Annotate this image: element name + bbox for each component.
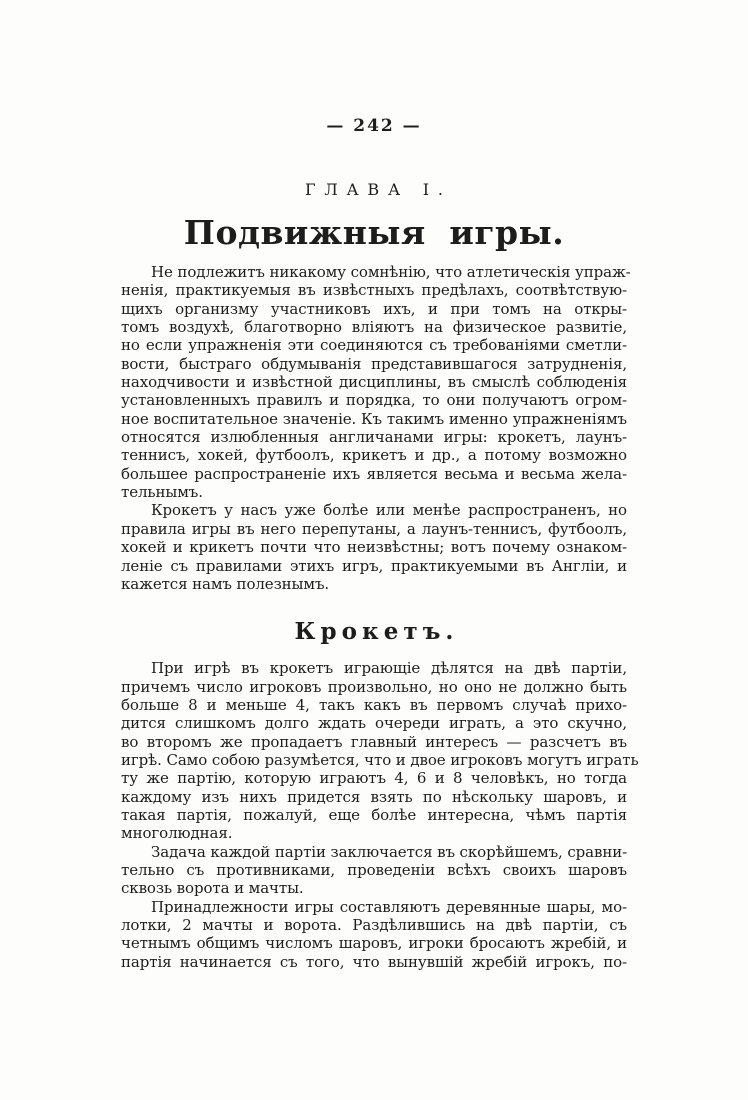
text-line: кажется намъ полезнымъ. bbox=[121, 574, 330, 593]
croquet-paragraph-3 bbox=[121, 898, 627, 971]
text-line: Не подлежитъ никакому сомнѣнію, что атлетическія упраж- bbox=[151, 263, 631, 281]
croquet-paragraph-1 bbox=[121, 659, 639, 843]
text-line: леніе съ правилами этихъ игръ, практикуемыми въ Англіи, и bbox=[121, 556, 627, 575]
text-line: четнымъ общимъ числомъ шаровъ, игроки бросаютъ жребій, и bbox=[121, 934, 627, 953]
text-line: игрѣ. Само собою разумѣется, что и двое игроковъ могутъ играть bbox=[121, 750, 639, 769]
text-line: во второмъ же пропадаетъ главный интересъ — разсчетъ въ bbox=[121, 732, 627, 751]
text-line: каждому изъ нихъ придется взять по нѣскольку шаровъ, и bbox=[121, 787, 627, 806]
text-line: установленныхъ правилъ и порядка, то они получаютъ огром- bbox=[121, 391, 627, 410]
section-heading: Крокетъ. bbox=[294, 618, 459, 646]
page-title: Подвижныя игры. bbox=[183, 213, 565, 252]
text-line: тельно съ противниками, проведеніи всѣхъ своихъ шаровъ bbox=[121, 860, 627, 879]
text-line: хокей и крикетъ почти что неизвѣстны; вотъ почему ознаком- bbox=[121, 538, 627, 557]
text-line: теннисъ, хокей, футбоолъ, крикетъ и др., а потому возможно bbox=[121, 446, 627, 465]
text-line: больше 8 и меньше 4, такъ какъ въ первомъ случаѣ прихо- bbox=[121, 695, 627, 714]
page-number: — 242 — bbox=[326, 116, 422, 136]
text-line: относятся излюбленныя англичанами игры: крокетъ, лаунъ- bbox=[121, 428, 627, 447]
text-line: сквозь ворота и мачты. bbox=[121, 879, 304, 898]
text-line: находчивости и извѣстной дисциплины, въ смыслѣ соблюденія bbox=[121, 373, 627, 392]
text-line: ненія, практикуемыя въ извѣстныхъ предѣлахъ, соотвѣтствую- bbox=[121, 281, 627, 300]
chapter-heading: ГЛАВА I. bbox=[304, 180, 452, 199]
text-line: ту же партію, которую играютъ 4, 6 и 8 человѣкъ, но тогда bbox=[121, 769, 627, 788]
text-line: вости, быстраго обдумыванія представившагося затрудненія, bbox=[121, 354, 627, 373]
text-line: партія начинается съ того, что вынувшій жребій игрокъ, по- bbox=[121, 952, 627, 971]
text-line: большее распространеніе ихъ является весьма и весьма жела- bbox=[121, 464, 627, 483]
text-line: Принадлежности игры составляютъ деревянные шары, мо- bbox=[151, 897, 627, 916]
text-line: дится слишкомъ долго ждать очереди играть, а это скучно, bbox=[121, 714, 627, 733]
text-line: ное воспитательное значеніе. Къ такимъ именно упражненіямъ bbox=[121, 409, 627, 428]
text-block bbox=[121, 263, 639, 971]
text-line: При игрѣ въ крокетъ играющіе дѣлятся на двѣ партіи, bbox=[151, 659, 627, 678]
intro-paragraph-1 bbox=[121, 263, 631, 502]
text-line: Крокетъ у насъ уже болѣе или менѣе распространенъ, но bbox=[151, 501, 627, 520]
text-line: причемъ число игроковъ произвольно, но оно не должно быть bbox=[121, 677, 627, 696]
text-line: правила игры въ него перепутаны, а лаунъ-теннисъ, футбоолъ, bbox=[121, 519, 627, 538]
text-line: такая партія, пожалуй, еще болѣе интересна, чѣмъ партія bbox=[121, 805, 627, 824]
text-line: томъ воздухѣ, благотворно вліяютъ на физическое развитіе, bbox=[121, 318, 627, 337]
text-line: Задача каждой партіи заключается въ скорѣйшемъ, сравни- bbox=[151, 842, 628, 861]
intro-paragraph-2 bbox=[121, 501, 627, 593]
text-line: многолюдная. bbox=[121, 824, 233, 843]
text-line: но если упражненія эти соединяются съ требованіями сметли- bbox=[121, 336, 627, 355]
croquet-paragraph-2 bbox=[121, 843, 627, 898]
text-line: тельнымъ. bbox=[121, 483, 203, 502]
text-line: лотки, 2 мачты и ворота. Раздѣлившись на двѣ партіи, съ bbox=[121, 916, 627, 934]
text-line: щихъ организму участниковъ ихъ, и при томъ на откры- bbox=[121, 299, 627, 318]
